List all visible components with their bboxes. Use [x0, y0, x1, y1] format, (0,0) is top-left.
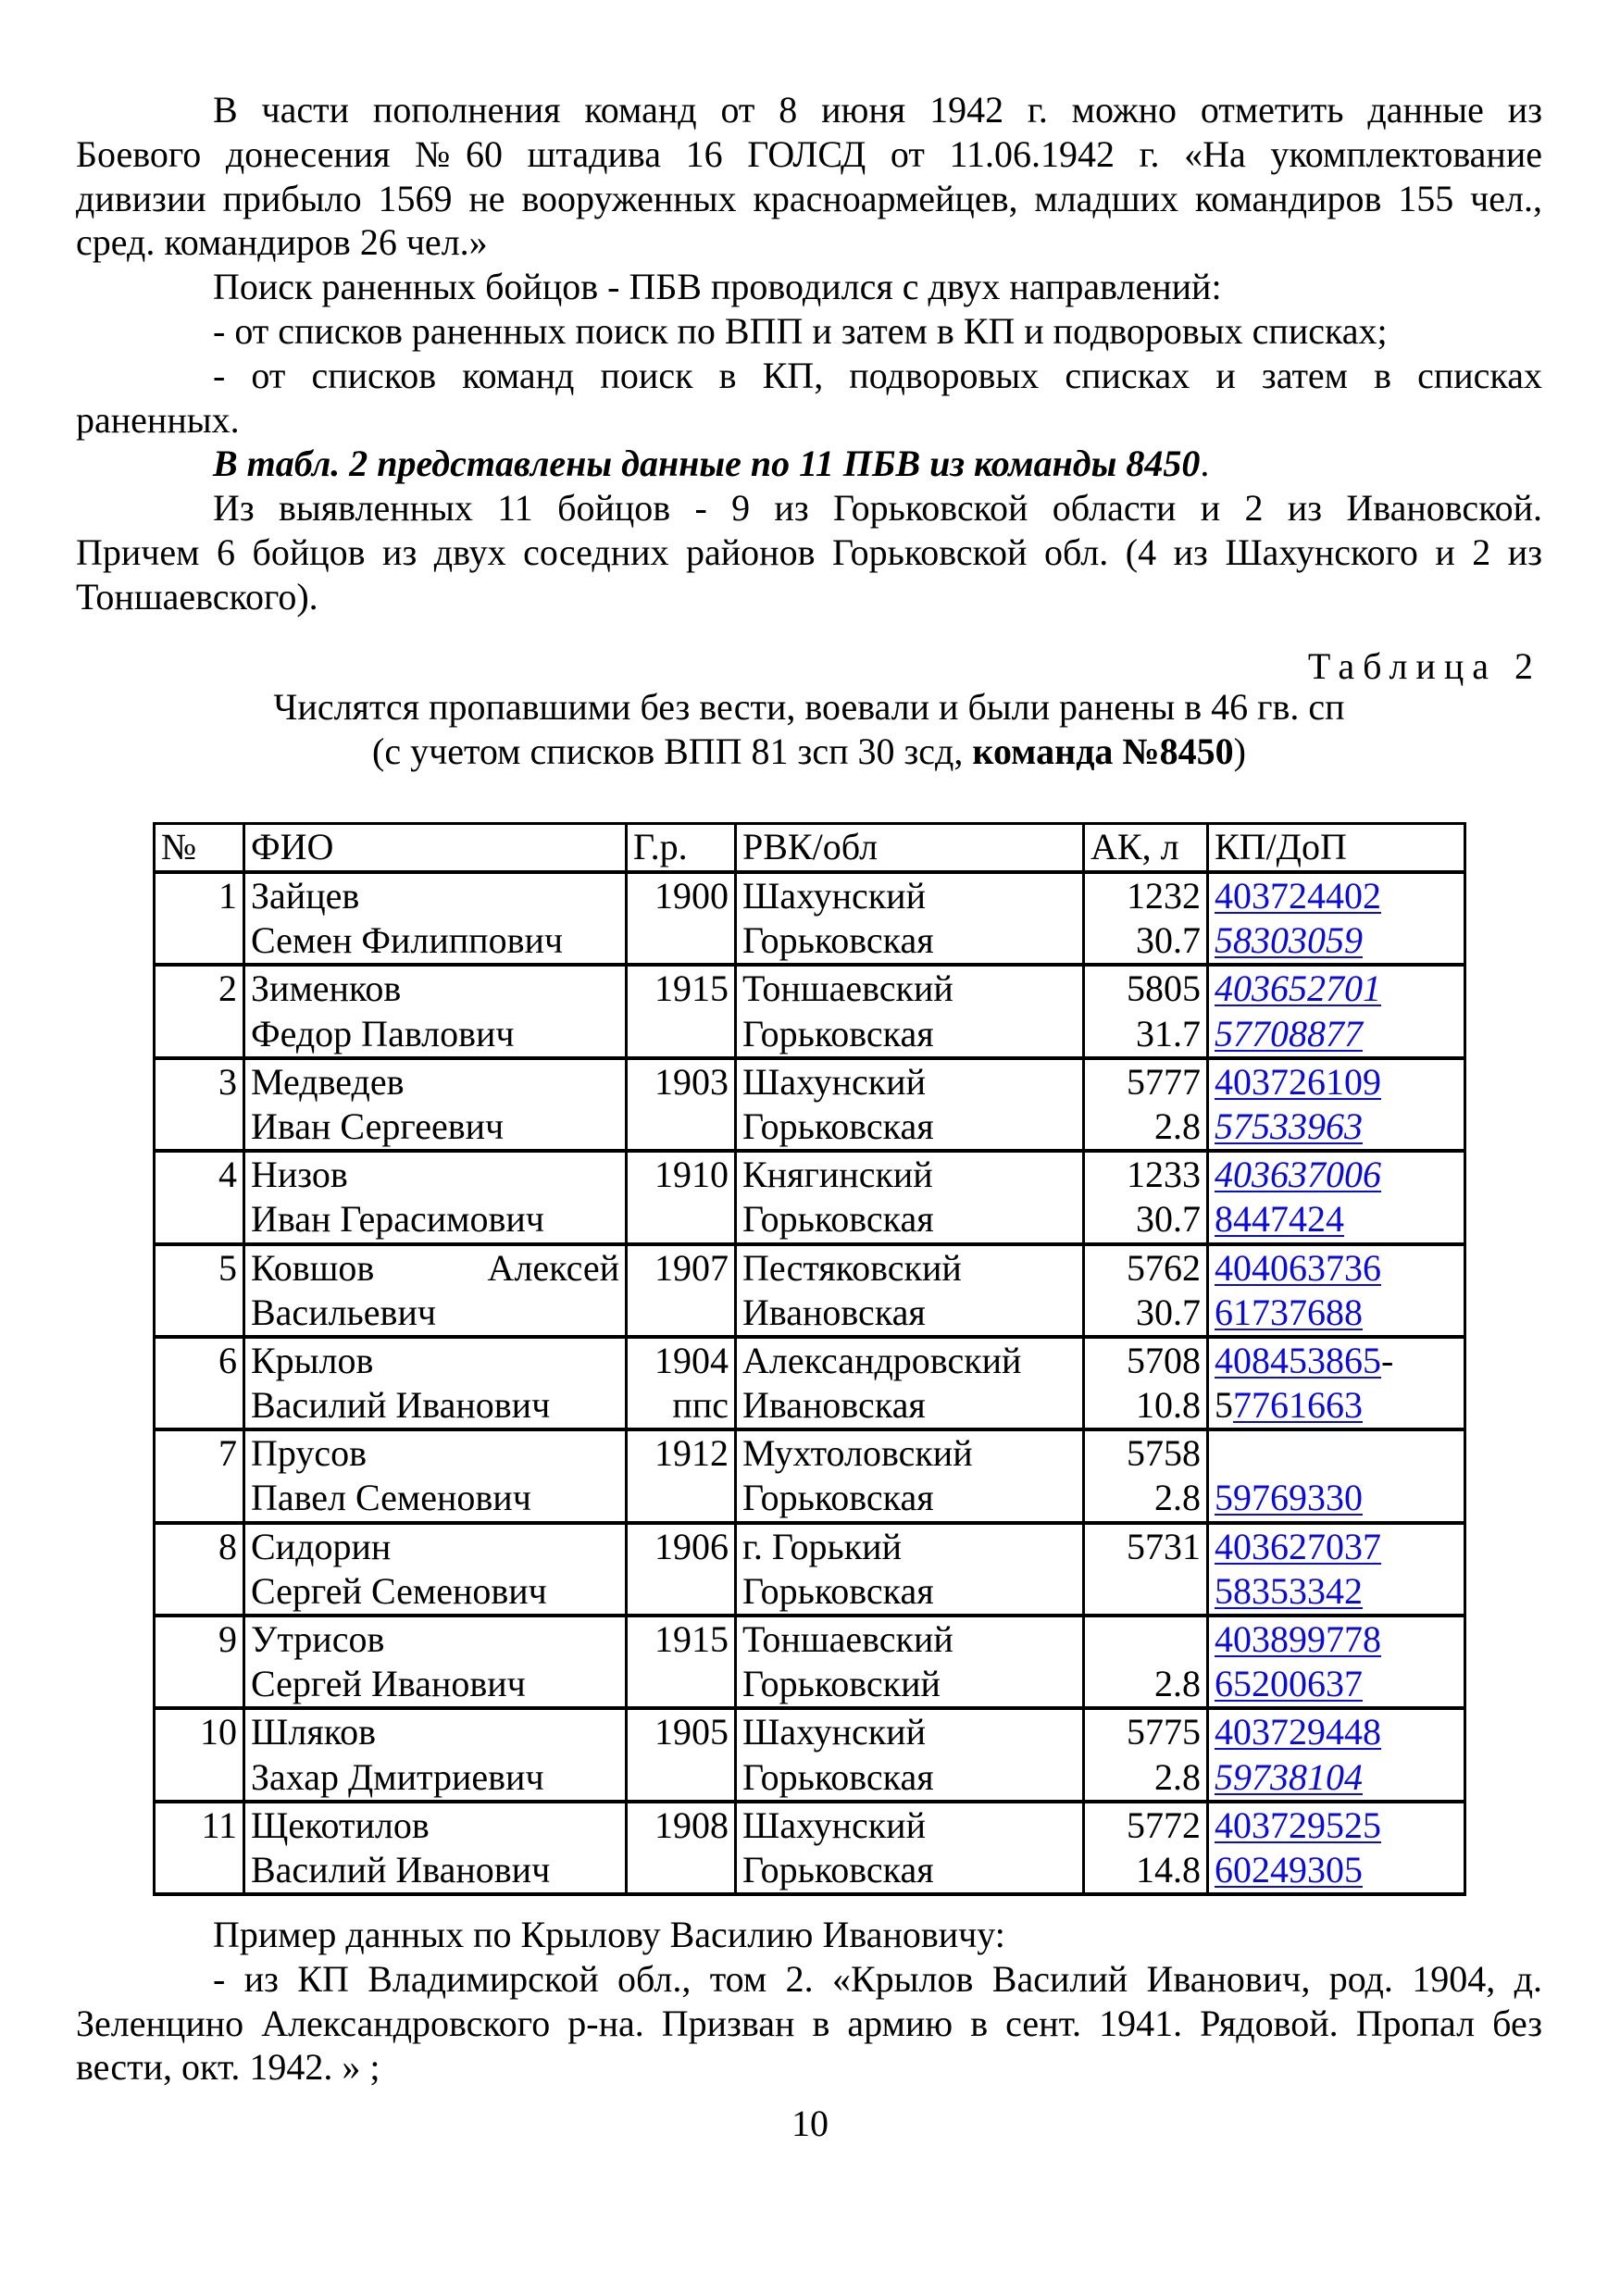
surname: Шляков: [251, 1711, 376, 1753]
ak-sheet: 14.8: [1136, 1848, 1201, 1890]
row-number: [155, 1337, 244, 1429]
page-number: 10: [791, 2103, 829, 2144]
rvk-district: Шахунский: [742, 1060, 926, 1103]
fio-cell: [244, 965, 627, 1057]
surname: Ковшов Алексей: [251, 1246, 619, 1289]
soldiers-table: [153, 822, 1466, 1896]
dop-link[interactable]: 61737688: [1215, 1291, 1363, 1333]
birth-year: 1900: [654, 875, 729, 917]
row-number-value: 11: [201, 1803, 237, 1846]
ak-cell: [1084, 1802, 1208, 1894]
birth-year: 1908: [654, 1803, 729, 1846]
surname: Зайцев: [251, 875, 360, 917]
kp-link[interactable]: 403637006: [1215, 1154, 1381, 1196]
ak-number: 5762: [1127, 1246, 1201, 1289]
row-number: [155, 1523, 244, 1616]
surname: Прусов: [251, 1432, 367, 1475]
dop-link[interactable]: 57708877: [1215, 1012, 1363, 1054]
table-row: [155, 965, 1465, 1057]
fio-cell: [244, 1616, 627, 1708]
surname: Щекотилов: [251, 1803, 430, 1846]
surname: Сидорин: [251, 1525, 392, 1567]
kp-line-2: [1215, 1291, 1458, 1335]
row-number-value: 6: [218, 1339, 237, 1381]
rvk-district: Шахунский: [742, 1803, 926, 1846]
row-number: [155, 1058, 244, 1151]
title-suffix: ): [1233, 730, 1246, 772]
rvk-district: Пестяковский: [742, 1246, 962, 1289]
paragraph-line: - из КП Владимирской обл., том 2. «Крылов Василий Иванович, род. 1904, д.: [213, 1957, 1542, 2000]
rvk-cell: [736, 1058, 1084, 1151]
given-names: Сергей Иванович: [251, 1663, 526, 1705]
kp-link[interactable]: 403726109: [1215, 1060, 1381, 1103]
row-number: [155, 1708, 244, 1801]
birth-year-cell: [627, 872, 736, 965]
header-rvk-region: РВК/обл: [736, 824, 1084, 873]
birth-year-cell: [627, 1429, 736, 1522]
kp-line-1: [1215, 1525, 1458, 1569]
rvk-district: Шахунский: [742, 875, 926, 917]
kp-line-1: [1215, 1617, 1458, 1662]
row-number: [155, 1429, 244, 1522]
ak-cell: [1084, 1058, 1208, 1151]
row-number-value: 2: [218, 967, 237, 1010]
header-ak: АК, л: [1084, 824, 1208, 873]
birth-year-note: [633, 1104, 729, 1149]
row-number-value: 9: [218, 1618, 237, 1660]
header-fio: ФИО: [244, 824, 627, 873]
row-number-value: 8: [218, 1525, 237, 1567]
kp-line-2: [1215, 1012, 1458, 1056]
kp-line-2: [1215, 1569, 1458, 1614]
kp-cell: [1208, 1429, 1465, 1522]
rvk-cell: [736, 1244, 1084, 1337]
kp-line-2: [1215, 1476, 1458, 1520]
birth-year: 1912: [654, 1432, 729, 1475]
table-row: [155, 1616, 1465, 1708]
paragraph-line: В части пополнения команд от 8 июня 1942 г. можно отметить данные из: [213, 89, 1542, 131]
kp-line-2: [1215, 1104, 1458, 1149]
ak-cell: [1084, 872, 1208, 965]
ak-cell: [1084, 1523, 1208, 1616]
region: Горьковская: [742, 1012, 934, 1054]
birth-year: 1906: [654, 1525, 729, 1567]
birth-year: 1903: [654, 1060, 729, 1103]
fio-cell: [244, 1337, 627, 1429]
birth-year: 1904: [654, 1339, 729, 1381]
row-number: [155, 1244, 244, 1337]
paragraph-line: Причем 6 бойцов из двух соседних районов Горьковской обл. (4 из Шахунского и 2 из: [76, 530, 1542, 573]
kp-cell: [1208, 1802, 1465, 1894]
paragraph-line: - от списков команд поиск в КП, подворовых списках и затем в списках: [213, 354, 1542, 396]
ak-cell: [1084, 1337, 1208, 1429]
surname: Медведев: [251, 1060, 405, 1103]
given-names: Иван Герасимович: [251, 1198, 544, 1241]
paragraph-line: дивизии прибыло 1569 не вооруженных красноармейцев, младших командиров 155 чел.,: [76, 177, 1542, 219]
table-title-line1: Числятся пропавшими без вести, воевали и были ранены в 46 гв. сп: [273, 686, 1345, 728]
kp-link[interactable]: 404063736: [1215, 1246, 1381, 1289]
kp-link[interactable]: 403652701: [1215, 967, 1381, 1010]
table-row: [155, 1244, 1465, 1337]
region: Ивановская: [742, 1384, 926, 1427]
birth-year-note: [633, 1755, 729, 1800]
given-names: Васильевич: [251, 1291, 436, 1333]
ak-sheet: 2.8: [1154, 1663, 1201, 1705]
given-names: Федор Павлович: [251, 1012, 515, 1054]
fio-cell: [244, 1802, 627, 1894]
kp-link[interactable]: 403729448: [1215, 1711, 1381, 1753]
ak-number: 5731: [1127, 1525, 1201, 1567]
kp-cell: [1208, 965, 1465, 1057]
row-number-value: 7: [218, 1432, 237, 1475]
command-number: команда №8450: [972, 730, 1234, 772]
kp-cell: [1208, 1337, 1465, 1429]
paragraph-line: Пример данных по Крылову Василию Ивановичу:: [213, 1914, 1005, 1955]
ak-cell: [1084, 1616, 1208, 1708]
region: Горьковская: [742, 1104, 934, 1147]
ak-number: 5805: [1127, 967, 1201, 1010]
kp-cell: [1208, 1058, 1465, 1151]
kp-cell: [1208, 1708, 1465, 1801]
outro-text: [76, 1913, 1542, 2090]
paragraph-line: Боевого донесения №60 штадива 16 ГОЛСД от 11.06.1942 г. «На укомплектование: [76, 132, 1542, 175]
kp-link[interactable]: 403724402: [1215, 875, 1381, 917]
rvk-district: Тоншаевский: [742, 1618, 953, 1660]
fio-cell: [244, 1244, 627, 1337]
ak-sheet: [1090, 1569, 1201, 1614]
region: Горьковский: [742, 1663, 941, 1705]
kp-prefix: 5: [1215, 1384, 1233, 1427]
birth-year-note: ппс: [672, 1384, 729, 1427]
paragraph-line: Поиск раненных бойцов - ПБВ проводился с двух направлений:: [213, 266, 1222, 308]
ak-cell: [1084, 1151, 1208, 1243]
kp-line-1: [1215, 1431, 1458, 1476]
birth-year-cell: [627, 1523, 736, 1616]
kp-link[interactable]: 403899778: [1215, 1618, 1381, 1660]
row-number: [155, 965, 244, 1057]
table-header-row: [155, 824, 1465, 873]
ak-sheet: 2.8: [1154, 1755, 1201, 1798]
table-row: [155, 1058, 1465, 1151]
birth-year-note: [633, 1197, 729, 1242]
dop-link[interactable]: 65200637: [1215, 1663, 1363, 1705]
row-number: [155, 1151, 244, 1243]
birth-year-note: [633, 1848, 729, 1892]
kp-line-2: [1215, 918, 1458, 963]
rvk-cell: [736, 872, 1084, 965]
kp-line-2: [1215, 1848, 1458, 1892]
ak-number: 5775: [1127, 1711, 1201, 1753]
dop-link[interactable]: 59769330: [1215, 1477, 1363, 1519]
ak-sheet: 2.8: [1154, 1104, 1201, 1147]
surname: Зименков: [251, 967, 402, 1010]
row-number-value: 4: [218, 1154, 237, 1196]
birth-year: 1915: [654, 967, 729, 1010]
kp-line-1: [1215, 967, 1458, 1011]
region: Горьковская: [742, 1477, 934, 1519]
rvk-district: Тоншаевский: [742, 967, 953, 1010]
paragraph-line: - от списков раненных поиск по ВПП и затем в КП и подворовых списках;: [213, 309, 1388, 352]
birth-year-cell: [627, 1244, 736, 1337]
kp-link[interactable]: 408453865: [1215, 1339, 1381, 1381]
rvk-cell: [736, 1802, 1084, 1894]
row-number-value: 1: [218, 875, 237, 917]
birth-year: 1907: [654, 1246, 729, 1289]
rvk-cell: [736, 1429, 1084, 1522]
ak-cell: [1084, 1244, 1208, 1337]
surname: Низов: [251, 1154, 348, 1196]
period: .: [1200, 443, 1210, 485]
birth-year-note: [633, 1476, 729, 1520]
kp-cell: [1208, 1616, 1465, 1708]
given-names: Иван Сергеевич: [251, 1104, 505, 1147]
table-caption: Таблица 2: [1307, 645, 1541, 687]
kp-line-2: [1215, 1197, 1458, 1242]
region: Ивановская: [742, 1291, 926, 1333]
table-row: [155, 1708, 1465, 1801]
ak-number: 5758: [1127, 1432, 1201, 1475]
table-row: [155, 1429, 1465, 1522]
row-number: [155, 872, 244, 965]
rvk-district: Княгинский: [742, 1154, 933, 1196]
paragraph-line: Тоншаевского).: [76, 575, 318, 618]
ak-number: 5777: [1127, 1060, 1201, 1103]
rvk-cell: [736, 1523, 1084, 1616]
rvk-district: Александровский: [742, 1339, 1022, 1381]
dop-link[interactable]: 58303059: [1215, 919, 1363, 962]
region: Горьковская: [742, 1569, 934, 1612]
row-number-value: 10: [200, 1711, 237, 1753]
paragraph-line: Зеленцино Александровского р-на. Призван в армию в сент. 1941. Рядовой. Пропал без: [76, 2002, 1542, 2044]
emphasis-text: В табл. 2 представлены данные по 11 ПБВ из команды 8450: [213, 443, 1201, 485]
region: Горьковская: [742, 1848, 934, 1890]
kp-link[interactable]: 403627037: [1215, 1525, 1381, 1567]
birth-year-note: [633, 1012, 729, 1056]
ak-number: 1232: [1127, 875, 1201, 917]
ak-sheet: 2.8: [1154, 1477, 1201, 1519]
kp-line-2: [1215, 1383, 1458, 1428]
rvk-cell: [736, 965, 1084, 1057]
given-names: Сергей Семенович: [251, 1569, 547, 1612]
header-number: №: [155, 824, 244, 873]
table-row: [155, 1151, 1465, 1243]
fio-cell: [244, 1429, 627, 1522]
kp-line-1: [1215, 1710, 1458, 1754]
given-names: Василий Иванович: [251, 1384, 551, 1427]
kp-line-1: [1215, 874, 1458, 918]
fio-cell: [244, 1151, 627, 1243]
paragraph-line-emphasis: [76, 442, 1542, 486]
kp-dash: -: [1381, 1339, 1394, 1381]
kp-cell: [1208, 1523, 1465, 1616]
ak-cell: [1084, 1429, 1208, 1522]
birth-year-cell: [627, 1337, 736, 1429]
surname: Утрисов: [251, 1618, 385, 1660]
ak-cell: [1084, 965, 1208, 1057]
birth-year-cell: [627, 1708, 736, 1801]
ak-sheet: 30.7: [1136, 1198, 1201, 1241]
birth-year-cell: [627, 1802, 736, 1894]
table-row: [155, 1802, 1465, 1894]
kp-line-2: [1215, 1662, 1458, 1706]
rvk-district: г. Горький: [742, 1525, 902, 1567]
region: Горьковская: [742, 919, 934, 962]
dop-link[interactable]: 59738104: [1215, 1755, 1363, 1798]
birth-year-cell: [627, 1616, 736, 1708]
kp-line-2: [1215, 1755, 1458, 1800]
ak-number: 1233: [1127, 1154, 1201, 1196]
kp-line-1: [1215, 1339, 1458, 1383]
birth-year: 1910: [654, 1154, 729, 1196]
header-kp-dop: КП/ДоП: [1208, 824, 1465, 873]
given-names: Василий Иванович: [251, 1848, 551, 1890]
paragraph-line: Из выявленных 11 бойцов - 9 из Горьковской области и 2 из Ивановской.: [213, 487, 1542, 530]
birth-year-note: [633, 918, 729, 963]
birth-year: 1915: [654, 1618, 729, 1660]
header-birth-year: Г.р.: [627, 824, 736, 873]
kp-cell: [1208, 1244, 1465, 1337]
rvk-cell: [736, 1151, 1084, 1243]
row-number-value: 5: [218, 1246, 237, 1289]
given-names: Павел Семенович: [251, 1477, 531, 1519]
dop-link[interactable]: 57533963: [1215, 1104, 1363, 1147]
table-row: [155, 1337, 1465, 1429]
dop-link[interactable]: 7761663: [1233, 1384, 1363, 1427]
fio-cell: [244, 1523, 627, 1616]
dop-link[interactable]: 58353342: [1215, 1569, 1363, 1612]
title-prefix: (с учетом списков ВПП 81 зсп 30 зсд,: [372, 730, 973, 772]
table-title-line2: [76, 730, 1542, 774]
birth-year-note: [633, 1291, 729, 1335]
kp-link[interactable]: 403729525: [1215, 1803, 1381, 1846]
fio-cell: [244, 872, 627, 965]
rvk-cell: [736, 1708, 1084, 1801]
paragraph-line: вести, окт. 1942. » ;: [76, 2046, 380, 2089]
rvk-cell: [736, 1616, 1084, 1708]
row-number-value: 3: [218, 1060, 237, 1103]
kp-line-1: [1215, 1803, 1458, 1848]
birth-year-cell: [627, 1151, 736, 1243]
given-names: Семен Филиппович: [251, 919, 563, 962]
row-number: [155, 1802, 244, 1894]
ak-sheet: 10.8: [1136, 1384, 1201, 1427]
ak-sheet: 30.7: [1136, 1291, 1201, 1333]
surname: Крылов: [251, 1339, 374, 1381]
birth-year-note: [633, 1662, 729, 1706]
region: Горьковская: [742, 1755, 934, 1798]
ak-number: 5708: [1127, 1339, 1201, 1381]
ak-sheet: 30.7: [1136, 919, 1201, 962]
rvk-district: Шахунский: [742, 1711, 926, 1753]
rvk-cell: [736, 1337, 1084, 1429]
ak-cell: [1084, 1708, 1208, 1801]
table-row: [155, 1523, 1465, 1616]
region: Горьковская: [742, 1198, 934, 1241]
birth-year-note: [633, 1569, 729, 1614]
rvk-district: Мухтоловский: [742, 1432, 973, 1475]
kp-line-1: [1215, 1246, 1458, 1291]
given-names: Захар Дмитриевич: [251, 1755, 544, 1798]
kp-cell: [1208, 872, 1465, 965]
birth-year-cell: [627, 1058, 736, 1151]
kp-line-1: [1215, 1060, 1458, 1104]
birth-year-cell: [627, 965, 736, 1057]
ak-number: 5772: [1127, 1803, 1201, 1846]
table-row: [155, 872, 1465, 965]
fio-cell: [244, 1058, 627, 1151]
paragraph-line: раненных.: [76, 398, 240, 441]
fio-cell: [244, 1708, 627, 1801]
dop-link[interactable]: 8447424: [1215, 1198, 1344, 1241]
paragraph-line: сред. командиров 26 чел.»: [76, 221, 488, 264]
intro-text: [76, 88, 1542, 619]
row-number: [155, 1616, 244, 1708]
ak-number: [1090, 1617, 1201, 1662]
birth-year: 1905: [654, 1711, 729, 1753]
ak-sheet: 31.7: [1136, 1012, 1201, 1054]
kp-cell: [1208, 1151, 1465, 1243]
kp-line-1: [1215, 1153, 1458, 1197]
dop-link[interactable]: 60249305: [1215, 1848, 1363, 1890]
